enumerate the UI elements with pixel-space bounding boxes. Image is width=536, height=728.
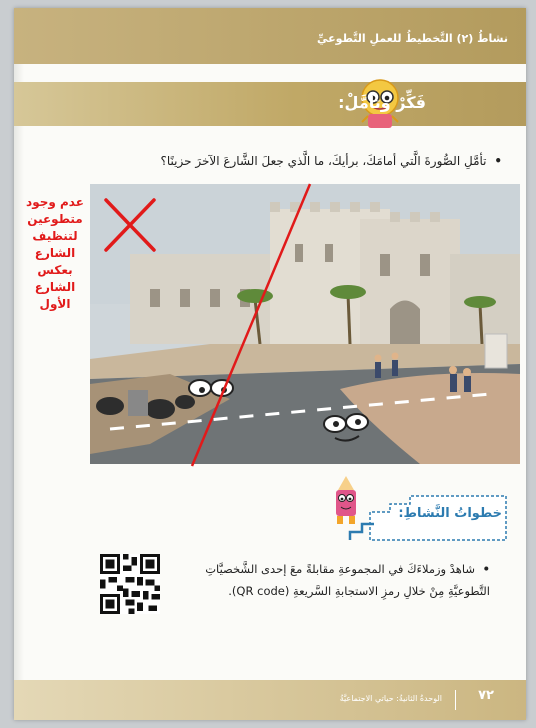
red-x-mark-icon: [100, 194, 160, 256]
activity-instruction: [160, 558, 490, 602]
page-number: ٧٢: [478, 688, 494, 703]
handwritten-annotation: [14, 194, 96, 313]
pencil-mascot-icon: [326, 474, 366, 526]
annotation-line: لتنظيف: [32, 229, 78, 243]
qr-code[interactable]: [100, 554, 160, 614]
activity-title: نشاطُ (٢) التَّخطيطُ للعملِ التَّطوعيِّ: [317, 32, 508, 45]
think-title: فَكِّرْ وتأمَّلْ:: [338, 93, 426, 112]
annotation-line: الشارع: [34, 246, 76, 260]
question-text: [52, 154, 502, 168]
page-footer: [14, 680, 526, 720]
annotation-line: متطوعين: [27, 212, 83, 226]
annotation-line: بعكس: [37, 263, 73, 277]
question-bullet: •: [494, 154, 502, 168]
activity-steps-heading: [310, 474, 520, 546]
instruction-bullet: •: [482, 562, 490, 576]
instruction-body: شاهدْ وزملاءَكَ في المجموعةِ مقابلةً معَ إحدى الشَّخصيَّاتِ التَّطوعيَّةِ مِنْ خلالِ رمزِ الاستجابةِ السَّريعةِ (QR code).: [205, 562, 490, 598]
annotation-line: الشارع: [34, 280, 76, 294]
think-section-band: [14, 82, 526, 126]
footer-divider: [455, 690, 456, 710]
question-body: تأمَّلِ الصُّورةَ الَّتي أمامَكَ، برأيكَ، ما الَّذي جعلَ الشَّارعَ الآخرَ حزينًا؟: [160, 154, 487, 168]
steps-title: خطواتُ النَّشاطِ:: [398, 506, 502, 521]
annotation-line: الأول: [39, 297, 71, 311]
activity-header-bar: [14, 8, 526, 64]
textbook-page: [14, 8, 526, 720]
annotation-line: عدم وجود: [26, 195, 84, 209]
unit-title: الوحدةُ الثانيةُ: حياتي الاجتماعيَّةُ: [339, 694, 442, 703]
